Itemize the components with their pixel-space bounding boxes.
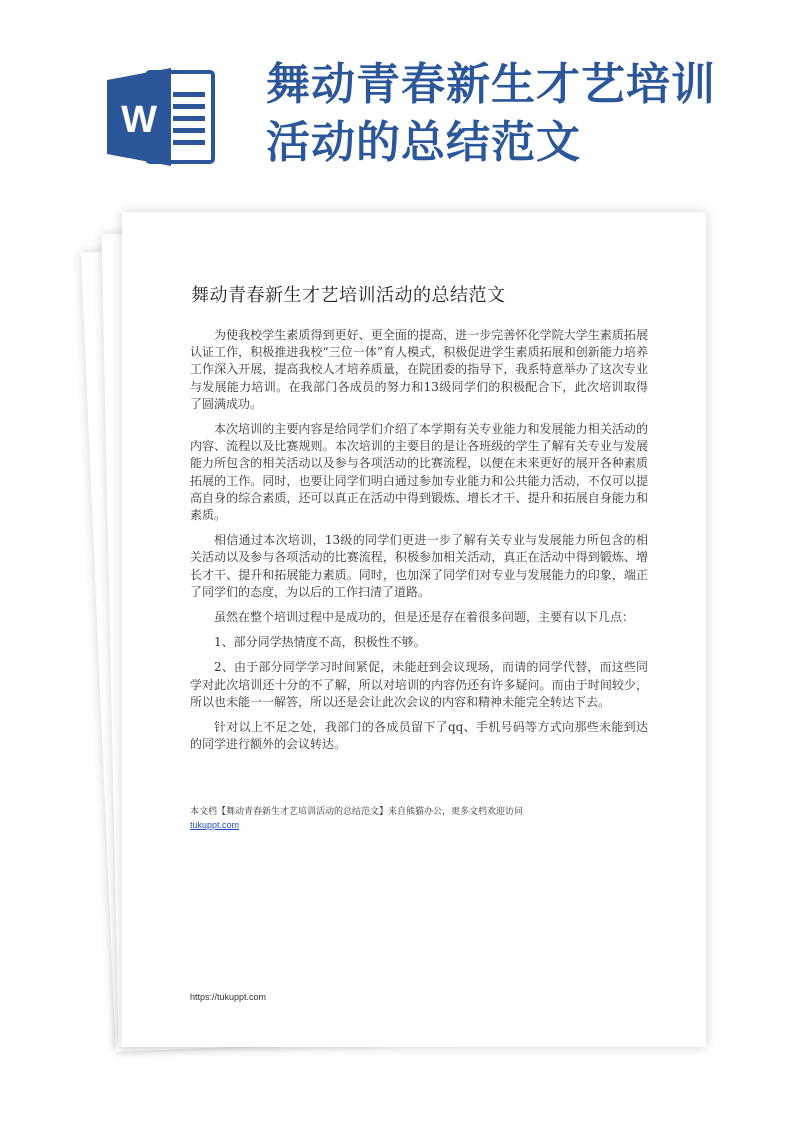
page-title-line-1: 舞动青春新生才艺培训 [266,59,716,110]
footer-link[interactable]: tukuppt.com [190,820,240,830]
page-title [266,56,786,172]
paragraph: 针对以上不足之处，我部门的各成员留下了qq、手机号码等方式向那些未能到达的同学进行额外的会议转达。 [190,720,648,752]
paragraph: 本次培训的主要内容是给同学们介绍了本学期有关专业能力和发展能力相关活动的内容、流程以及比赛规则。本次培训的主要目的是让各班级的学生了解有关专业与发展能力所包含的相关活动以及参与各项活动的比赛流程，以便在未来更好的展开各种素质拓展的工作。同时，也要让同学们明白通过参加专业能力和公共能力活动，不仅可以提高自身的综合素质，还可以真正在活动中得到锻炼、增长才干、提升和拓展自身能力和素质。 [190,422,648,523]
paragraph: 1、部分同学热情度不高，积极性不够。 [214,635,426,650]
document-body [190,327,648,761]
document-footer-note [190,806,650,833]
page-title-line-2: 活动的总结范文 [266,117,581,168]
paragraph: 虽然在整个培训过程中是成功的，但是还是存在着很多问题，主要有以下几点： [214,610,635,625]
paragraph: 2、由于部分同学学习时间紧促，未能赶到会议现场，而请的同学代替，而这些同学对此次培训还十分的不了解，所以对培训的内容仍还有许多疑问。而由于时间较少，所以也未能一一解答，所以还是会让此次会议的内容和精神未能完全转达下去。 [190,660,648,709]
footer-note-text: 本文档【舞动青春新生才艺培训活动的总结范文】来自熊猫办公，更多文档欢迎访问 [190,807,524,817]
svg-text:W: W [121,99,157,141]
bottom-url[interactable]: https://tukuppt.com [190,992,267,1002]
document-title: 舞动青春新生才艺培训活动的总结范文 [191,285,506,306]
paragraph: 为使我校学生素质得到更好、更全面的提高，进一步完善怀化学院大学生素质拓展认证工作，积极推进我校“三位一体”育人模式，积极促进学生素质拓展和创新能力培养工作深入开展，提高我校人才培养质量，在院团委的指导下，我系特意举办了这次专业与发展能力培训。在我部门各成员的努力和13级同学们的积极配合下，此次培训取得了圆满成功。 [190,328,648,411]
paragraph: 相信通过本次培训，13级的同学们更进一步了解有关专业与发展能力所包含的相关活动以及参与各项活动的比赛流程，积极参加相关活动，真正在活动中得到锻炼、增长才干、提升和拓展能力素质。同时，也加深了同学们对专业与发展能力的印象，端正了同学们的态度，为以后的工作扫清了道路。 [190,533,648,599]
word-document-icon [107,68,215,166]
